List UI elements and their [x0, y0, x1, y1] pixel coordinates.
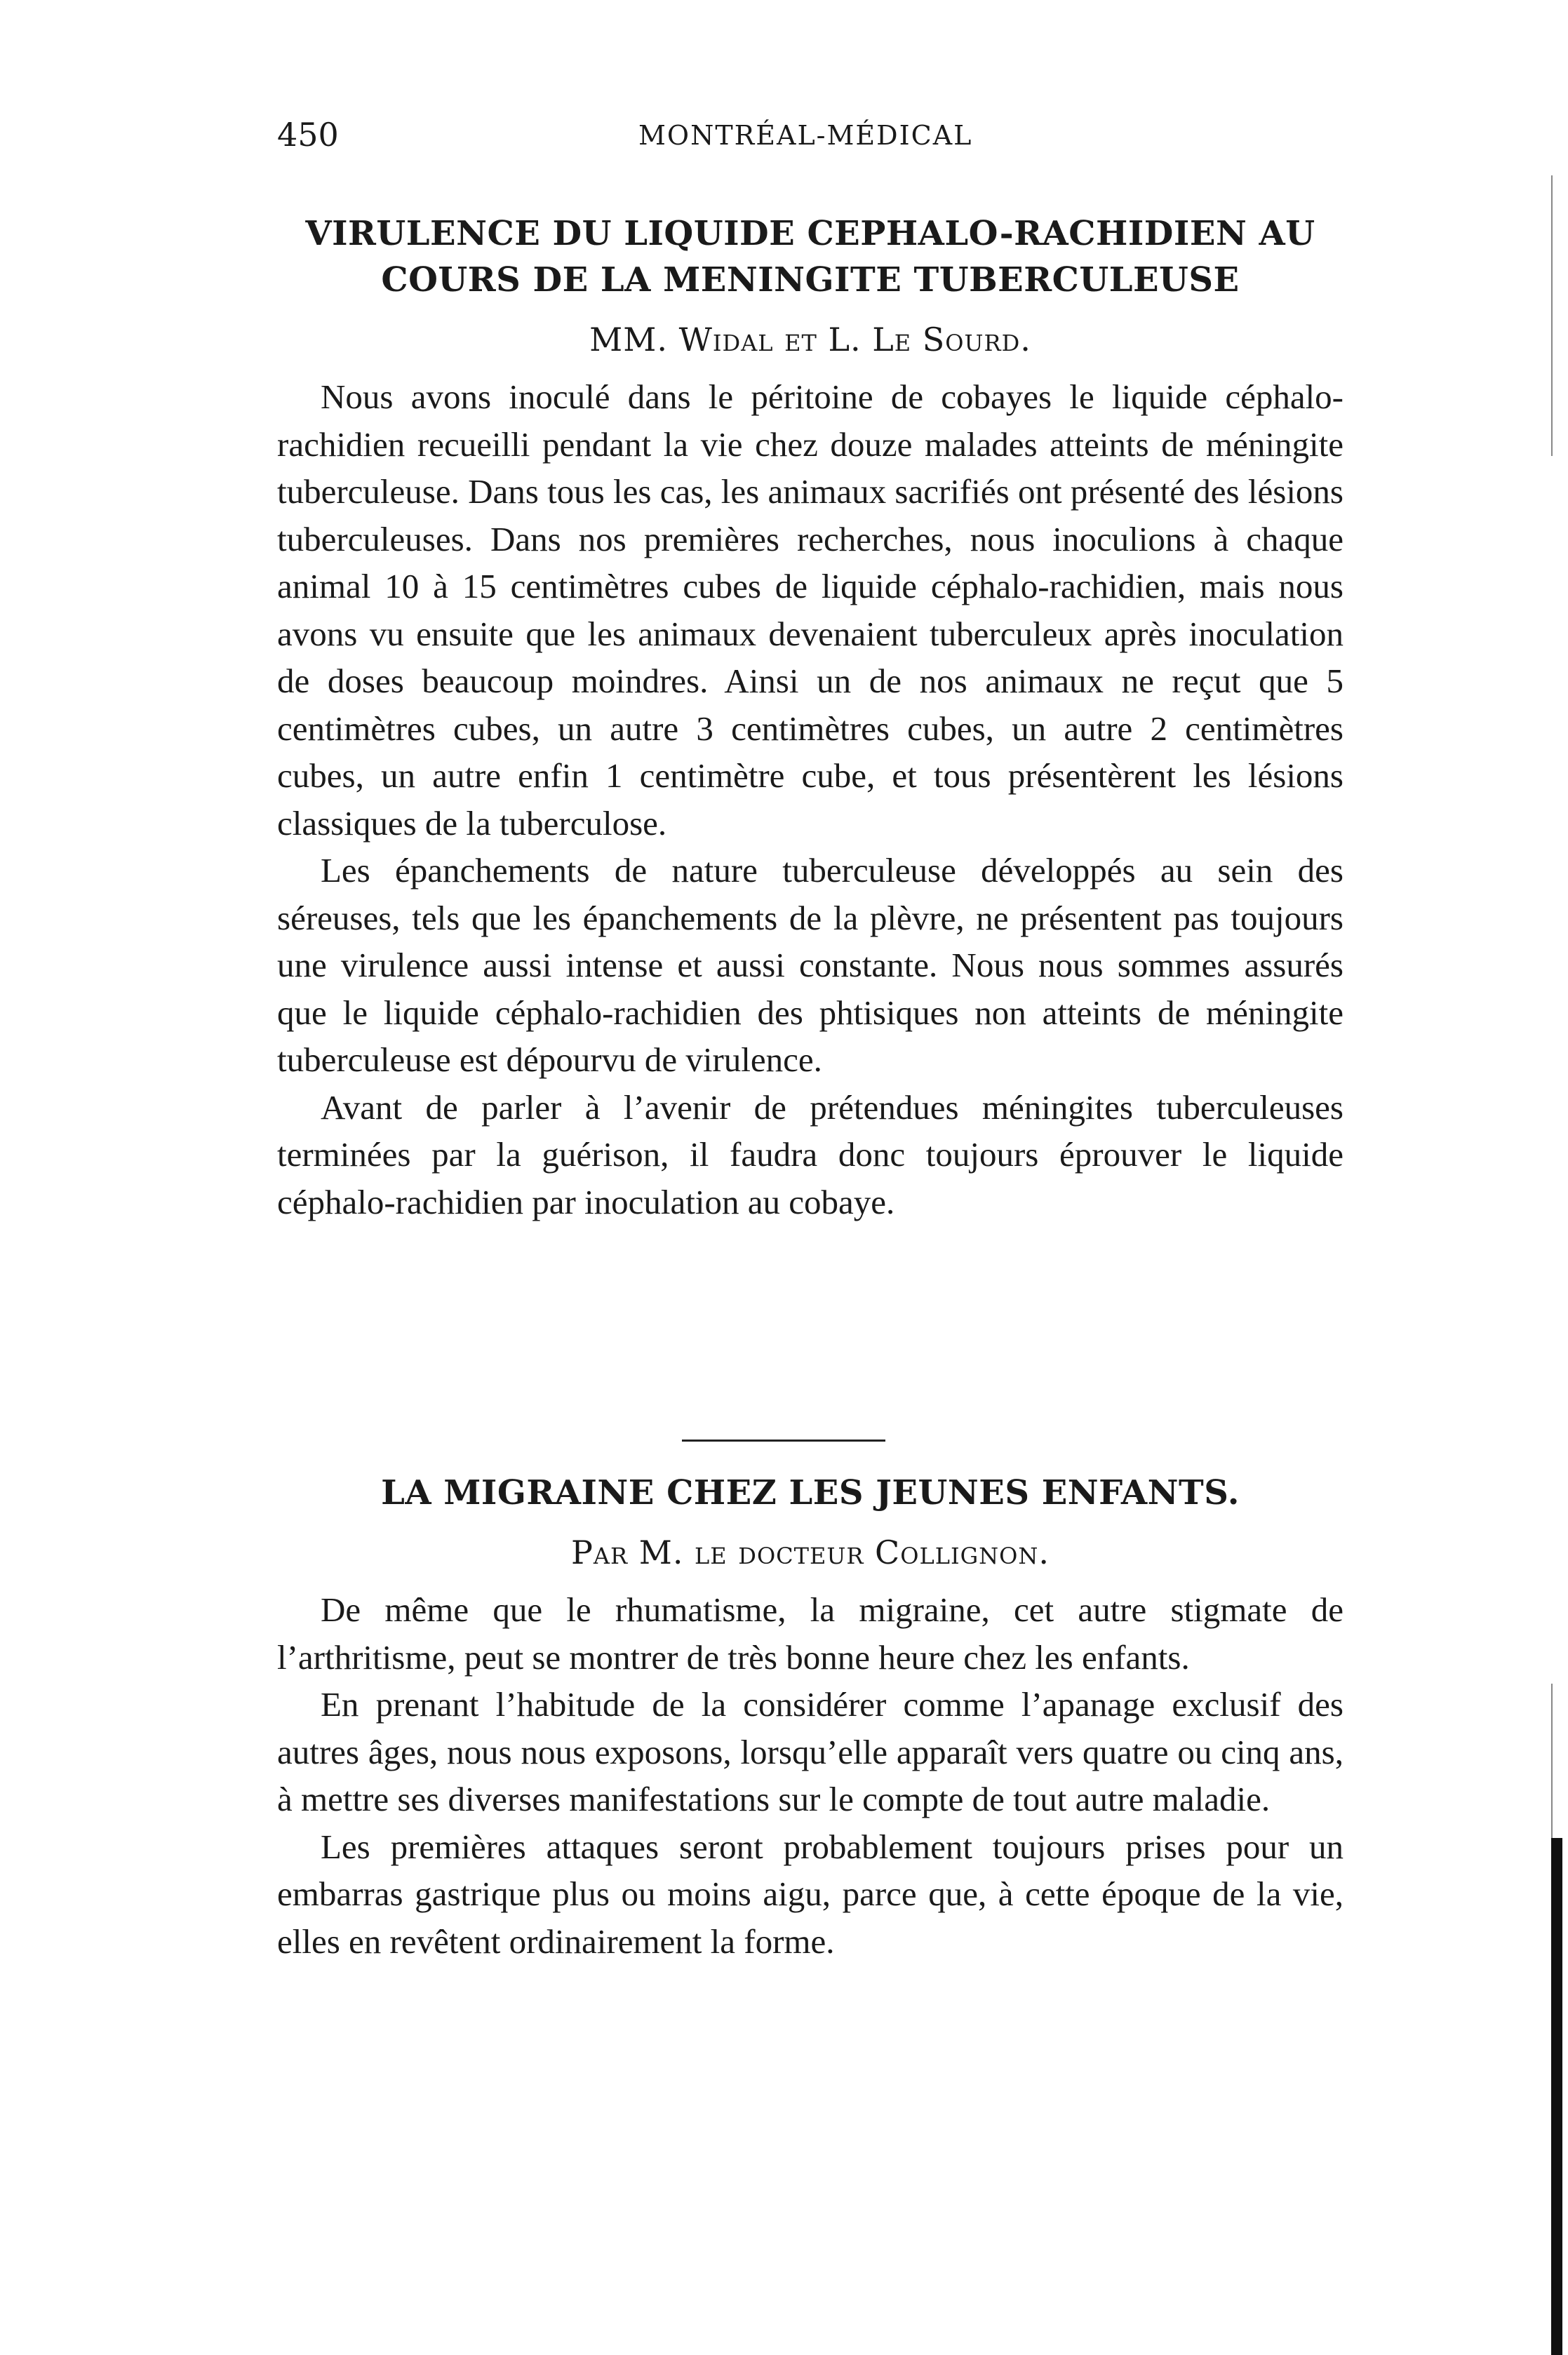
running-title: MONTRÉAL-MÉDICAL — [638, 120, 973, 151]
title-line: LA MIGRAINE CHEZ LES JEUNES ENFANTS. — [381, 1473, 1240, 1512]
paragraph: En prenant l’habitude de la considérer comme l’apanage exclusif des autres âges, nous nous exposons, lorsqu’elle apparaît vers quatre ou cinq ans, à mettre ses diverses manifestations sur le compte de tout autre maladie. — [277, 1685, 1343, 1818]
scan-edge-line — [1551, 175, 1553, 456]
paragraph: Les épanchements de nature tuberculeuse développés au sein des séreuses, tels que les épanchements de la plèvre, ne présentent pas toujours une virulence aussi intense et aussi constante. Nous nous sommes assurés que le liquide céphalo-rachidien des phtisiques non atteints de méningite tuberculeuse est dépourvu de virulence. — [277, 851, 1343, 1079]
page-header — [277, 116, 1343, 158]
article-title — [277, 1470, 1343, 1516]
page-number: 450 — [277, 116, 339, 154]
title-line: VIRULENCE DU LIQUIDE CEPHALO-RACHIDIEN AU — [305, 214, 1315, 253]
section-divider — [682, 1440, 885, 1442]
article-virulence — [277, 210, 1343, 1226]
article-title — [277, 210, 1343, 303]
article-migraine — [277, 1470, 1343, 1965]
scan-edge-shadow — [1551, 1838, 1562, 2355]
article-author: MM. Widal et L. Le Sourd. — [589, 321, 1031, 358]
paragraph: Les premières attaques seront probablement toujours prises pour un embarras gastrique plus ou moins aigu, parce que, à cette époque de la vie, elles en revêtent ordinairement la forme. — [277, 1827, 1343, 1961]
title-line: COURS DE LA MENINGITE TUBERCULEUSE — [381, 260, 1240, 300]
article-author: Par M. le docteur Collignon. — [570, 1534, 1050, 1571]
paragraph: Nous avons inoculé dans le péritoine de cobayes le liquide céphalo-rachidien recueilli pendant la vie chez douze malades atteints de méningite tuberculeuse. Dans tous les cas, les animaux sacrifiés ont présenté des lésions tuberculeuses. Dans nos premières recherches, nous inoculions à chaque animal 10 à 15 centimètres cubes de liquide céphalo-rachidien, mais nous avons vu ensuite que les animaux devenaient tuberculeux après inoculation de doses beaucoup moindres. Ainsi un de nos animaux ne reçut que 5 centimètres cubes, un autre 3 centimètres cubes, un autre 2 centimètres cubes, un autre enfin 1 centimètre cube, et tous présentèrent les lésions classiques de la tuberculose. — [277, 377, 1343, 843]
paragraph: De même que le rhumatisme, la migraine, cet autre stigmate de l’arthritisme, peut se montrer de très bonne heure chez les enfants. — [277, 1590, 1343, 1677]
paragraph: Avant de parler à l’avenir de prétendues méningites tuberculeuses terminées par la guérison, il faudra donc toujours éprouver le liquide céphalo-rachidien par inoculation au cobaye. — [277, 1087, 1343, 1221]
